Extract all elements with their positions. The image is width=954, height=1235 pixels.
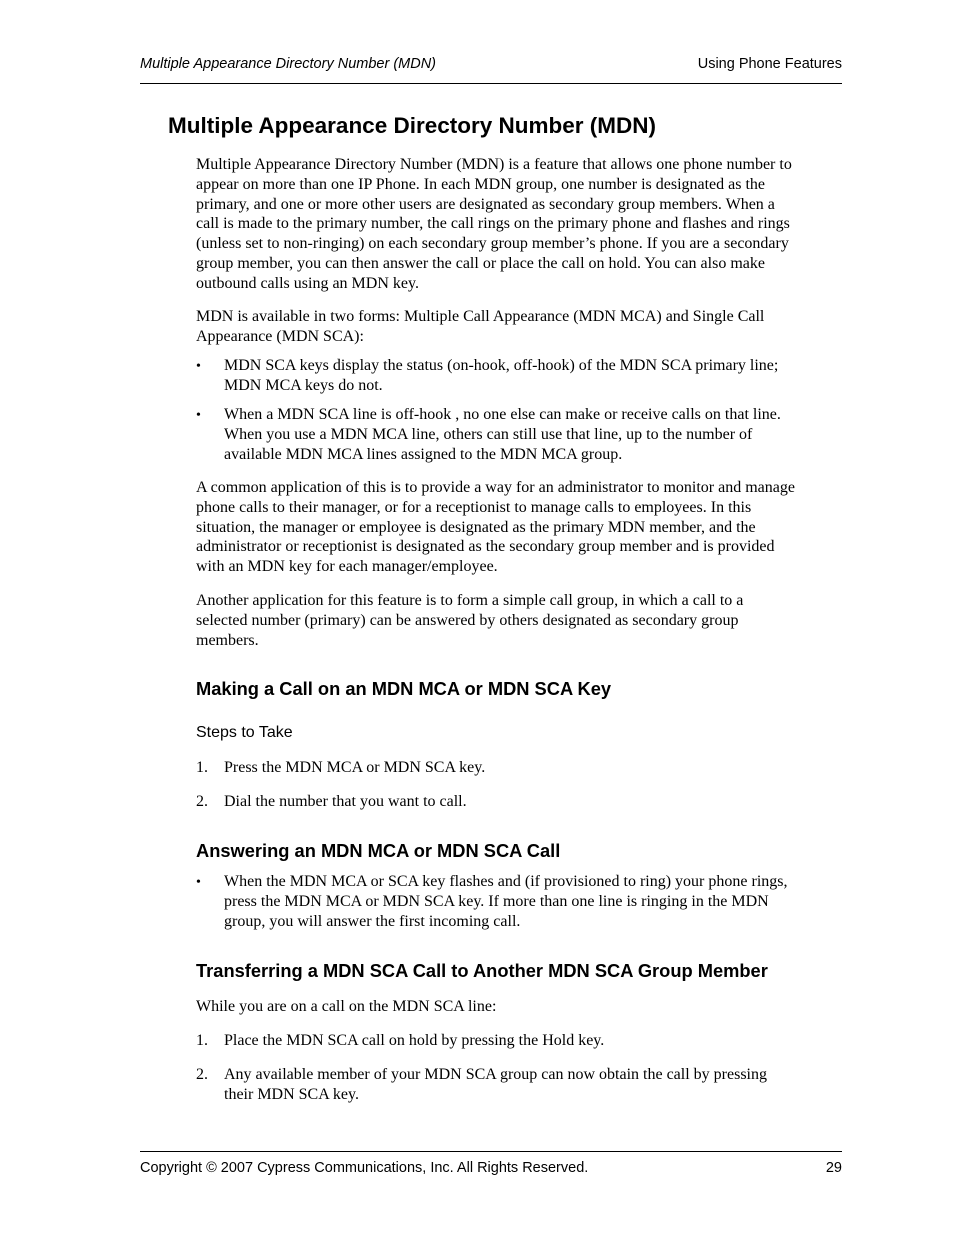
text-line: When the MDN MCA or SCA key flashes and (if provisioned to ring) your phone rings,	[224, 873, 788, 890]
text-line: Multiple Appearance Directory Number (MDN) is a feature that allows one phone number to	[196, 156, 792, 173]
text-line: situation, the manager or employee is designated as the primary MDN member, and the	[196, 518, 756, 536]
text-line: primary, and one or more other users are designated as secondary group members. When a	[196, 195, 775, 213]
text-line: call is made to the primary number, the call rings on the primary phone and flashes and rings	[196, 215, 790, 233]
list-item	[224, 405, 839, 464]
page-title: Multiple Appearance Directory Number (MDN)	[168, 113, 656, 138]
text-line: When you use a MDN MCA line, others can still use that line, up to the number of	[224, 425, 753, 443]
text-line: MDN MCA keys do not.	[224, 376, 383, 394]
transfer-intro: While you are on a call on the MDN SCA line:	[196, 998, 497, 1015]
bullet-icon: •	[196, 875, 201, 890]
text-line: Another application for this feature is to form a simple call group, in which a call to a	[196, 592, 744, 609]
intro-paragraph	[196, 155, 846, 294]
list-item	[224, 356, 839, 396]
text-line: phone calls to their manager, or for a receptionist to manage calls to employees. In this	[196, 498, 752, 516]
section-heading-making-call: Making a Call on an MDN MCA or MDN SCA Key	[196, 678, 612, 699]
text-line: Place the MDN SCA call on hold by pressing the Hold key.	[224, 1032, 605, 1049]
forms-paragraph	[196, 307, 846, 347]
page-number: 29	[825, 1160, 842, 1176]
bullet-icon: •	[196, 408, 201, 423]
step-number: 1.	[196, 1032, 208, 1049]
text-line: available MDN MCA lines assigned to the MDN MCA group.	[224, 445, 623, 463]
text-line: When a MDN SCA line is off-hook , no one else can make or receive calls on that line.	[224, 406, 781, 423]
section-heading-transferring: Transferring a MDN SCA Call to Another MDN SCA Group Member	[196, 960, 768, 981]
step-number: 1.	[196, 759, 208, 776]
steps-label: Steps to Take	[196, 724, 293, 741]
text-line: group member, you can then answer the call or place the call on hold. You can also make	[196, 254, 765, 272]
step-text: Press the MDN MCA or MDN SCA key.	[224, 759, 486, 776]
step-number: 2.	[196, 1066, 208, 1083]
step-text: Dial the number that you want to call.	[224, 793, 467, 810]
text-line: outbound calls using an MDN key.	[196, 274, 419, 292]
text-line: group, you will answer the first incoming call.	[224, 912, 521, 930]
text-line: Appearance (MDN SCA):	[196, 327, 364, 345]
text-line: MDN is available in two forms: Multiple Call Appearance (MDN MCA) and Single Call	[196, 308, 765, 325]
text-line: selected number (primary) can be answered by others designated as secondary group	[196, 611, 739, 629]
step-text	[224, 1065, 839, 1105]
step-text	[224, 1031, 839, 1051]
header-rule	[140, 83, 842, 84]
text-line: members.	[196, 631, 259, 649]
text-line: Any available member of your MDN SCA group can now obtain the call by pressing	[224, 1066, 767, 1083]
section-heading-answering: Answering an MDN MCA or MDN SCA Call	[196, 840, 561, 861]
footer-rule	[140, 1151, 842, 1152]
text-line: their MDN SCA key.	[224, 1085, 359, 1103]
bullet-icon: •	[196, 359, 201, 374]
text-line: (unless set to non-ringing) on each secondary group member’s phone. If you are a secondary	[196, 235, 789, 253]
running-header-section: Using Phone Features	[697, 56, 842, 72]
common-application-paragraph	[196, 478, 846, 577]
text-line: administrator or receptionist is designated as the secondary group member and is provided	[196, 538, 775, 556]
text-line: with an MDN key for each manager/employee.	[196, 558, 498, 576]
text-line: appear on more than one IP Phone. In each MDN group, one number is designated as the	[196, 175, 766, 193]
step-number: 2.	[196, 793, 208, 810]
running-header-title: Multiple Appearance Directory Number (MDN)	[140, 56, 436, 72]
copyright-notice: Copyright © 2007 Cypress Communications, Inc. All Rights Reserved.	[140, 1160, 589, 1176]
another-application-paragraph	[196, 591, 846, 650]
list-item	[224, 872, 839, 931]
text-line: press the MDN MCA or MDN SCA key. If more than one line is ringing in the MDN	[224, 892, 769, 910]
text-line: A common application of this is to provide a way for an administrator to monitor and manage	[196, 479, 795, 496]
text-line: MDN SCA keys display the status (on-hook, off-hook) of the MDN SCA primary line;	[224, 357, 779, 374]
